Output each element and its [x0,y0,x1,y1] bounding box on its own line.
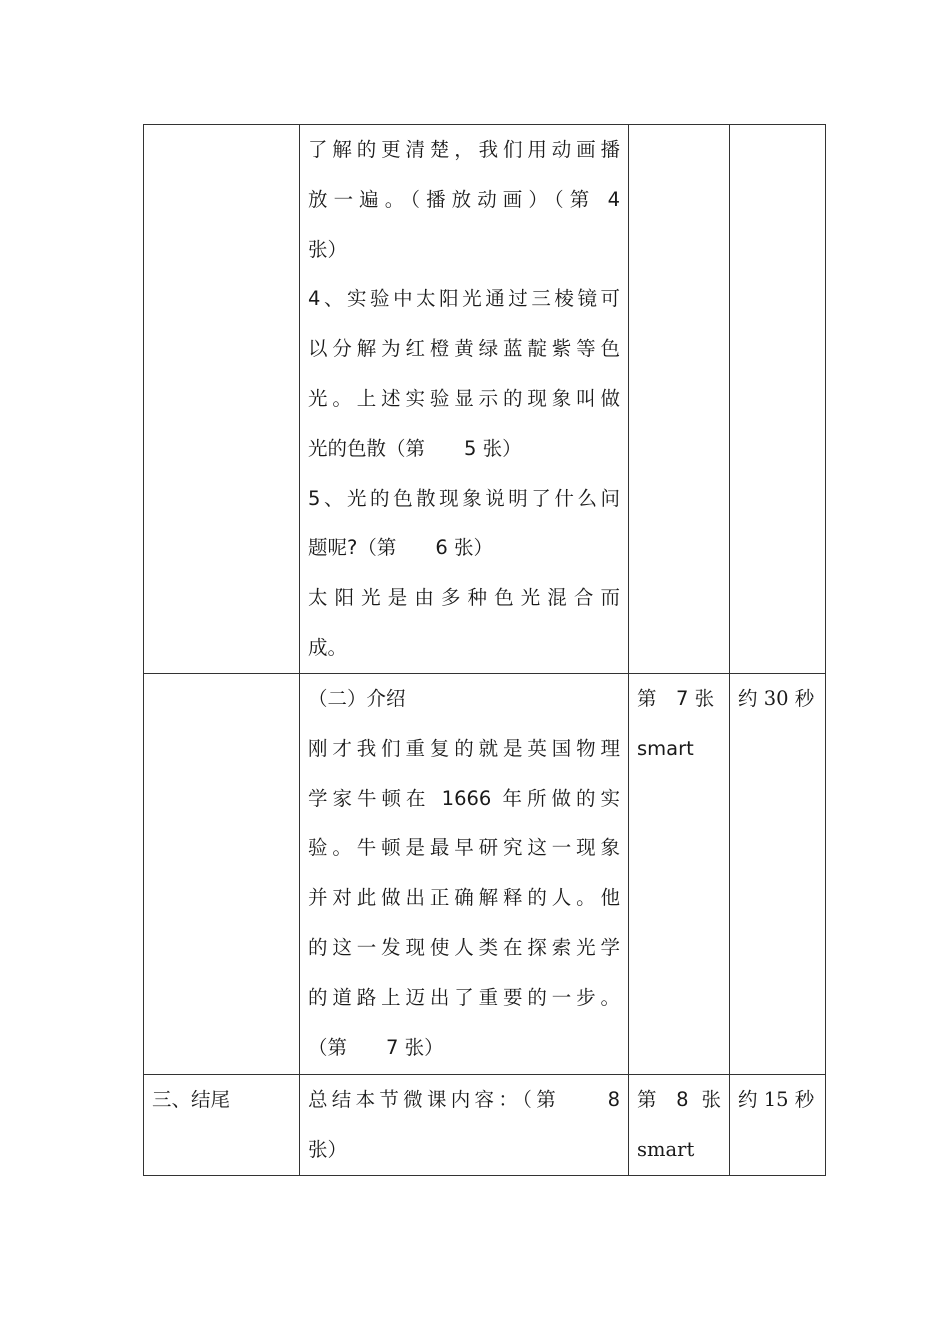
slide-cell [629,674,730,1075]
content-line: 总结本节微课内容：（第 8 [308,1088,620,1111]
section-cell [144,125,300,674]
slide-tool: smart [637,1137,695,1161]
content-line: 太阳光是由多种色光混合而 [308,586,620,610]
content-line: 成。 [308,635,348,659]
content-line: 题呢?（第 6 张） [308,536,493,560]
content-line: 验。牛顿是最早研究这一现象 [308,836,620,860]
content-line: 张） [308,1137,348,1161]
content-line: 张） [308,237,348,261]
slide-cell [629,1075,730,1176]
section-title: 三、结尾 [152,1088,231,1111]
content-line: （二）介绍 [308,687,406,710]
time-cell [730,674,826,1075]
slide-number: 第 7 张 [637,687,715,710]
content-line: 放一遍。（播放动画）（第 4 [308,187,620,211]
content-cell [300,125,629,674]
section-cell [144,1075,300,1176]
content-line: 光。上述实验显示的现象叫做 [308,386,620,410]
lesson-plan-table [143,124,826,1176]
content-line: 以分解为红橙黄绿蓝靛紫等色 [308,337,620,361]
duration: 约 15 秒 [738,1088,815,1111]
time-cell [730,125,826,674]
content-line: 了解的更清楚，我们用动画播 [308,138,620,161]
slide-cell [629,125,730,674]
content-line: （第 7 张） [308,1035,444,1059]
duration: 约 30 秒 [738,687,815,710]
content-line: 5、光的色散现象说明了什么问 [308,486,620,510]
content-line: 并对此做出正确解释的人。他 [308,886,620,910]
content-line: 4、实验中太阳光通过三棱镜可 [308,287,620,311]
content-cell [300,1075,629,1176]
table-row [144,1075,826,1176]
table-row [144,125,826,674]
content-line: 的这一发现使人类在探索光学 [308,935,620,959]
content-line: 光的色散（第 5 张） [308,436,522,460]
content-line: 学家牛顿在 1666 年所做的实 [308,786,620,810]
table-row [144,674,826,1075]
content-cell [300,674,629,1075]
content-line: 的道路上迈出了重要的一步。 [308,985,620,1009]
content-line: 刚才我们重复的就是英国物理 [308,736,620,760]
section-cell [144,674,300,1075]
slide-tool: smart [637,736,694,760]
slide-number: 第 8 张 [637,1088,721,1111]
time-cell [730,1075,826,1176]
